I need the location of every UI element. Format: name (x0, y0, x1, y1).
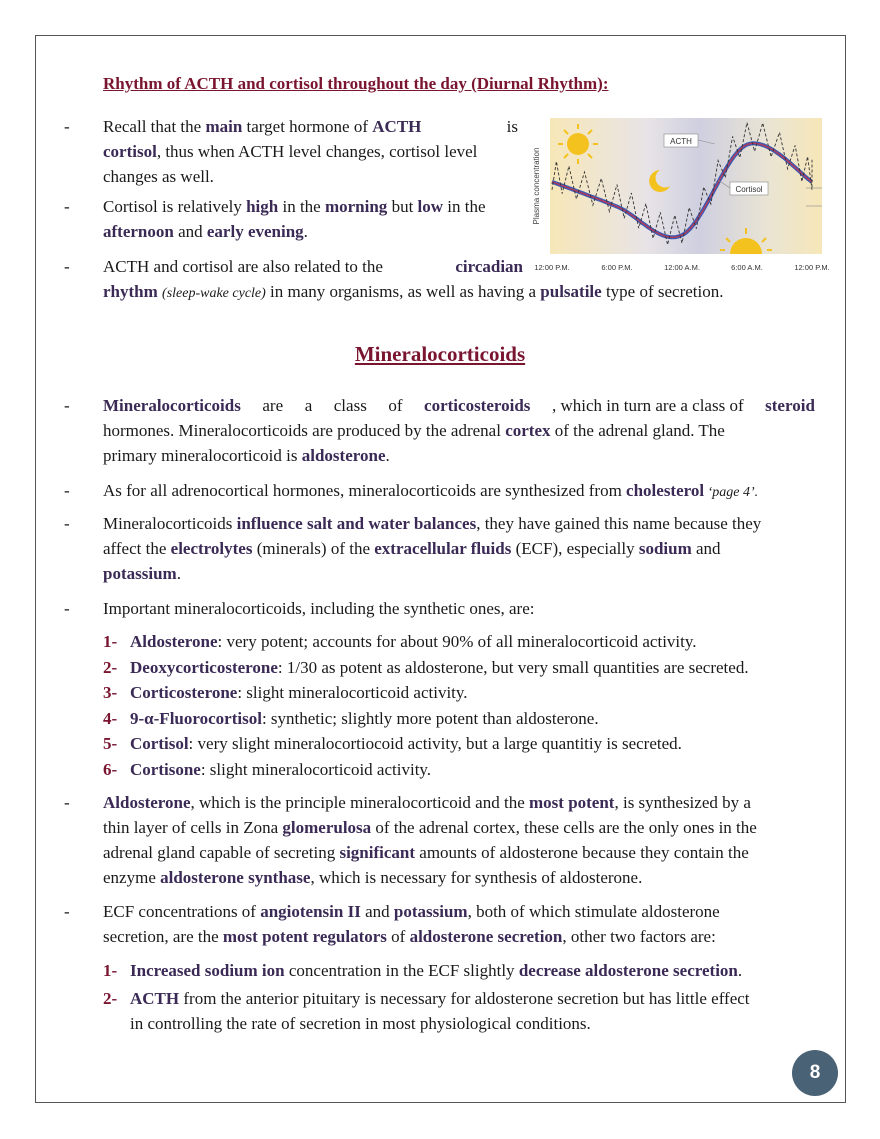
regulator-factors-list (103, 958, 815, 1037)
x-tick-label: 12:00 A.M. (664, 263, 700, 272)
bullet-cortisol-levels: - Cortisol is relatively high in the morning but low in the afternoon and early evening. (64, 197, 486, 241)
mineralocorticoid-item (103, 629, 749, 655)
item-number: 6- (103, 759, 118, 779)
item-number: 4- (103, 708, 118, 728)
factor-row: 2- ACTH from the anterior pituitary is necessary for aldosterone secretion but has little effect (103, 988, 750, 1008)
factor-row-continuation: in controlling the rate of secretion in most physiological conditions. (130, 1014, 591, 1033)
item-description: : 1/30 as potent as aldosterone, but very small quantities are secreted. (277, 657, 749, 677)
x-tick-label: 6:00 P.M. (601, 263, 633, 272)
mineralocorticoid-list (103, 629, 749, 782)
item-name: Cortisone (130, 759, 201, 779)
item-description: : very potent; accounts for about 90% of all mineralocorticoid activity. (217, 632, 697, 651)
item-name: Corticosterone (130, 683, 238, 702)
item-number: 2- (103, 657, 118, 677)
mineralocorticoid-item (103, 655, 749, 681)
diurnal-rhythm-chart (530, 112, 830, 277)
mineralocorticoid-item (103, 731, 749, 757)
legend-cortisol: Cortisol (735, 185, 763, 194)
item-number: 3- (103, 683, 118, 702)
tick-layer (534, 263, 829, 272)
mineralocorticoid-item (103, 706, 749, 732)
factor-row: 1- Increased sodium ion concentration in the ECF slightly decrease aldosterone secretion. (103, 961, 743, 980)
chart-svg (530, 112, 830, 277)
item-number: 5- (103, 734, 118, 753)
item-description: : slight mineralocorticoid activity. (237, 683, 468, 702)
bullet-important-list-intro: - Important mineralocorticoids, including the synthetic ones, are: (64, 599, 535, 618)
bullet-aldosterone: - Aldosterone, which is the principle mineralocorticoid and the most potent, is synthesized by a thin layer of cells in Zona glomerulosa of the adrenal cortex, these cells are the only ones in the adrenal gland capable of secreting significant amounts of aldosterone because they contain the enzyme aldosterone synthase, which is necessary for synthesis of aldosterone. (64, 793, 757, 887)
mineralocorticoid-item (103, 680, 749, 706)
bullet-cholesterol: - As for all adrenocortical hormones, mineralocorticoids are synthesized from cholesterol ‘page 4’. (64, 481, 759, 500)
heading-mineralocorticoids: Mineralocorticoids (354, 342, 526, 366)
item-name: 9-α-Fluorocortisol (130, 708, 262, 728)
item-name: Deoxycorticosterone (130, 657, 278, 677)
bullet-acth-cortisol: - Recall that the main target hormone of ACTH is cortisol, thus when ACTH level changes, cortisol level changes as well. (64, 117, 518, 186)
item-description: : slight mineralocorticoid activity. (200, 759, 432, 779)
legend-acth: ACTH (670, 137, 692, 146)
item-name: Aldosterone (130, 632, 218, 651)
bullet-circadian: - ACTH and cortisol are also related to the circadian rhythm (sleep-wake cycle) in many organisms, as well as having a pulsatile type of secretion. (64, 257, 724, 301)
bullet-regulators: - ECF concentrations of angiotensin II and potassium, both of which stimulate aldosterone secretion, are the most potent regulators of aldosterone secretion, other two factors are: (64, 902, 720, 946)
x-tick-label: 12:00 P.M. (534, 263, 570, 272)
item-name: Cortisol (130, 734, 189, 753)
item-number: 1- (103, 632, 118, 651)
bullet-mineralo-definition: - Mineralocorticoids are a class of corticosteroids , which in turn are a class of steroid hormones. Mineralocorticoids are produced by the adrenal cortex of the adrenal gland. The primary mineralocorticoid is aldosterone. (64, 396, 815, 465)
item-description: : synthetic; slightly more potent than aldosterone. (261, 708, 599, 728)
bullet-salt-water: - Mineralocorticoids influence salt and water balances, they have gained this name because they affect the electrolytes (minerals) of the extracellular fluids (ECF), especially sodium and potassium. (64, 514, 762, 583)
item-description: : very slight mineralocortiocoid activity, but a large quantitiy is secreted. (188, 734, 682, 753)
page-number-badge: 8 (792, 1050, 838, 1096)
y-axis-label: Plasma concentration (532, 147, 541, 225)
x-tick-label: 12:00 P.M. (794, 263, 830, 272)
x-tick-label: 6:00 A.M. (731, 263, 763, 272)
mineralocorticoid-item (103, 757, 749, 783)
section-heading-diurnal: Rhythm of ACTH and cortisol throughout the day (Diurnal Rhythm): (103, 74, 609, 93)
